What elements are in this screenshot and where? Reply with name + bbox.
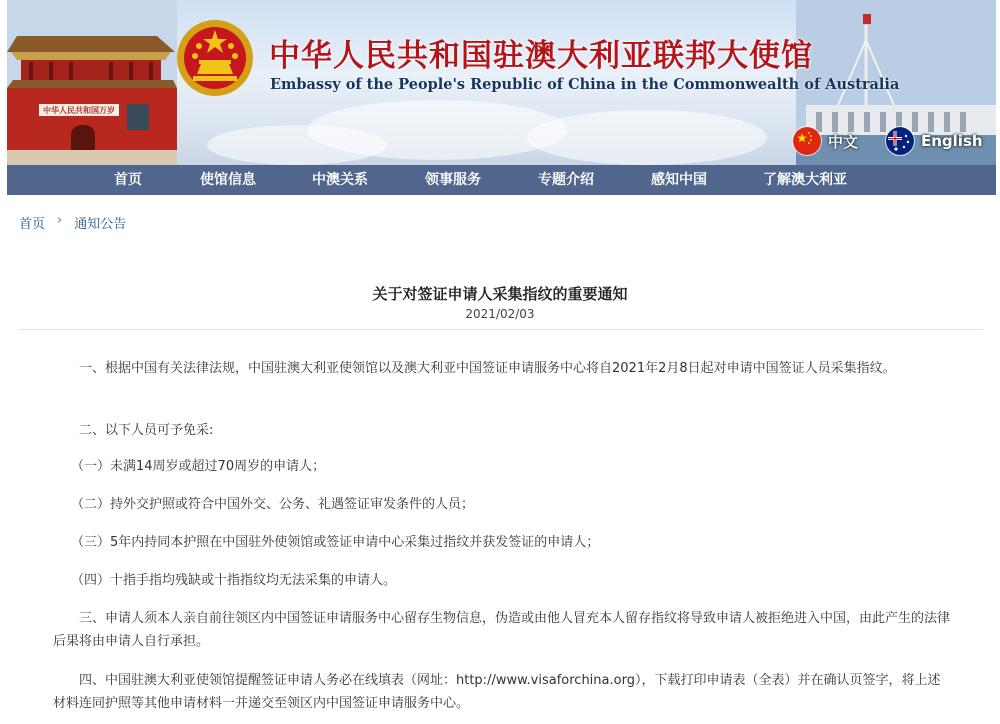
main-navigation xyxy=(7,165,996,195)
site-title-chinese: 中华人民共和国驻澳大利亚联邦大使馆 xyxy=(269,38,813,74)
nav-item-home[interactable]: 首页 xyxy=(114,172,142,188)
breadcrumb xyxy=(19,213,126,232)
article-paragraph: （四）十指手指均残缺或十指指纹均无法采集的申请人。 xyxy=(71,573,397,588)
language-chinese-link[interactable] xyxy=(792,126,858,156)
article-date: 2021/02/03 xyxy=(465,307,535,321)
china-flag-icon xyxy=(792,126,822,156)
nav-item-china-australia-relations[interactable]: 中澳关系 xyxy=(312,172,368,188)
tiananmen-gate-image xyxy=(7,0,177,165)
header-banner xyxy=(7,0,996,165)
article-paragraph: （一）未满14周岁或超过70周岁的申请人； xyxy=(71,459,326,474)
national-emblem-icon xyxy=(175,18,255,98)
divider xyxy=(19,329,983,330)
article-title: 关于对签证申请人采集指纹的重要通知 xyxy=(372,285,628,303)
breadcrumb-separator-icon: › xyxy=(57,213,63,228)
language-english-link[interactable] xyxy=(885,126,983,156)
site-title-english: Embassy of the People's Republic of China in the Commonwealth of Australia xyxy=(270,76,900,93)
nav-item-learn-about-australia[interactable]: 了解澳大利亚 xyxy=(763,172,847,188)
australia-flag-icon xyxy=(885,126,915,156)
article-paragraph: 三、申请人须本人亲自前往领区内中国签证申请服务中心留存生物信息，伪造或由他人冒充本人留存指纹将导致申请人被拒绝进入中国，由此产生的法律后果将由申请人自行承担。 xyxy=(53,611,951,649)
article-paragraph: （三）5年内持同本护照在中国驻外使领馆或签证申请中心采集过指纹并获发签证的申请人； xyxy=(71,535,600,550)
nav-item-consular-services[interactable]: 领事服务 xyxy=(425,172,481,188)
language-chinese-label: 中文 xyxy=(828,132,859,151)
nav-item-embassy-info[interactable]: 使馆信息 xyxy=(200,172,256,188)
breadcrumb-home-link[interactable]: 首页 xyxy=(19,217,46,232)
gate-sign-text: 中华人民共和国万岁 xyxy=(43,106,115,115)
article-paragraph: （二）持外交护照或符合中国外交、公务、礼遇签证审发条件的人员； xyxy=(71,497,475,512)
breadcrumb-current-link[interactable]: 通知公告 xyxy=(74,217,127,232)
article-paragraph: 一、根据中国有关法律法规，中国驻澳大利亚使领馆以及澳大利亚中国签证申请服务中心将自2021年2月8日起对申请中国签证人员采集指纹。 xyxy=(79,361,896,376)
article-paragraph: 四、中国驻澳大利亚使领馆提醒签证申请人务必在线填表（网址：http://www.visaforchina.org），下载打印申请表（全表）并在确认页签字，将上述材料连同护照等其他申请材料一并递交至领区内中国签证申请服务中心。 xyxy=(53,673,941,711)
nav-item-special-topics[interactable]: 专题介绍 xyxy=(538,172,594,188)
article-paragraph: 二、以下人员可予免采: xyxy=(79,423,214,438)
nav-item-perceive-china[interactable]: 感知中国 xyxy=(651,172,707,188)
language-english-label: English xyxy=(921,132,983,150)
